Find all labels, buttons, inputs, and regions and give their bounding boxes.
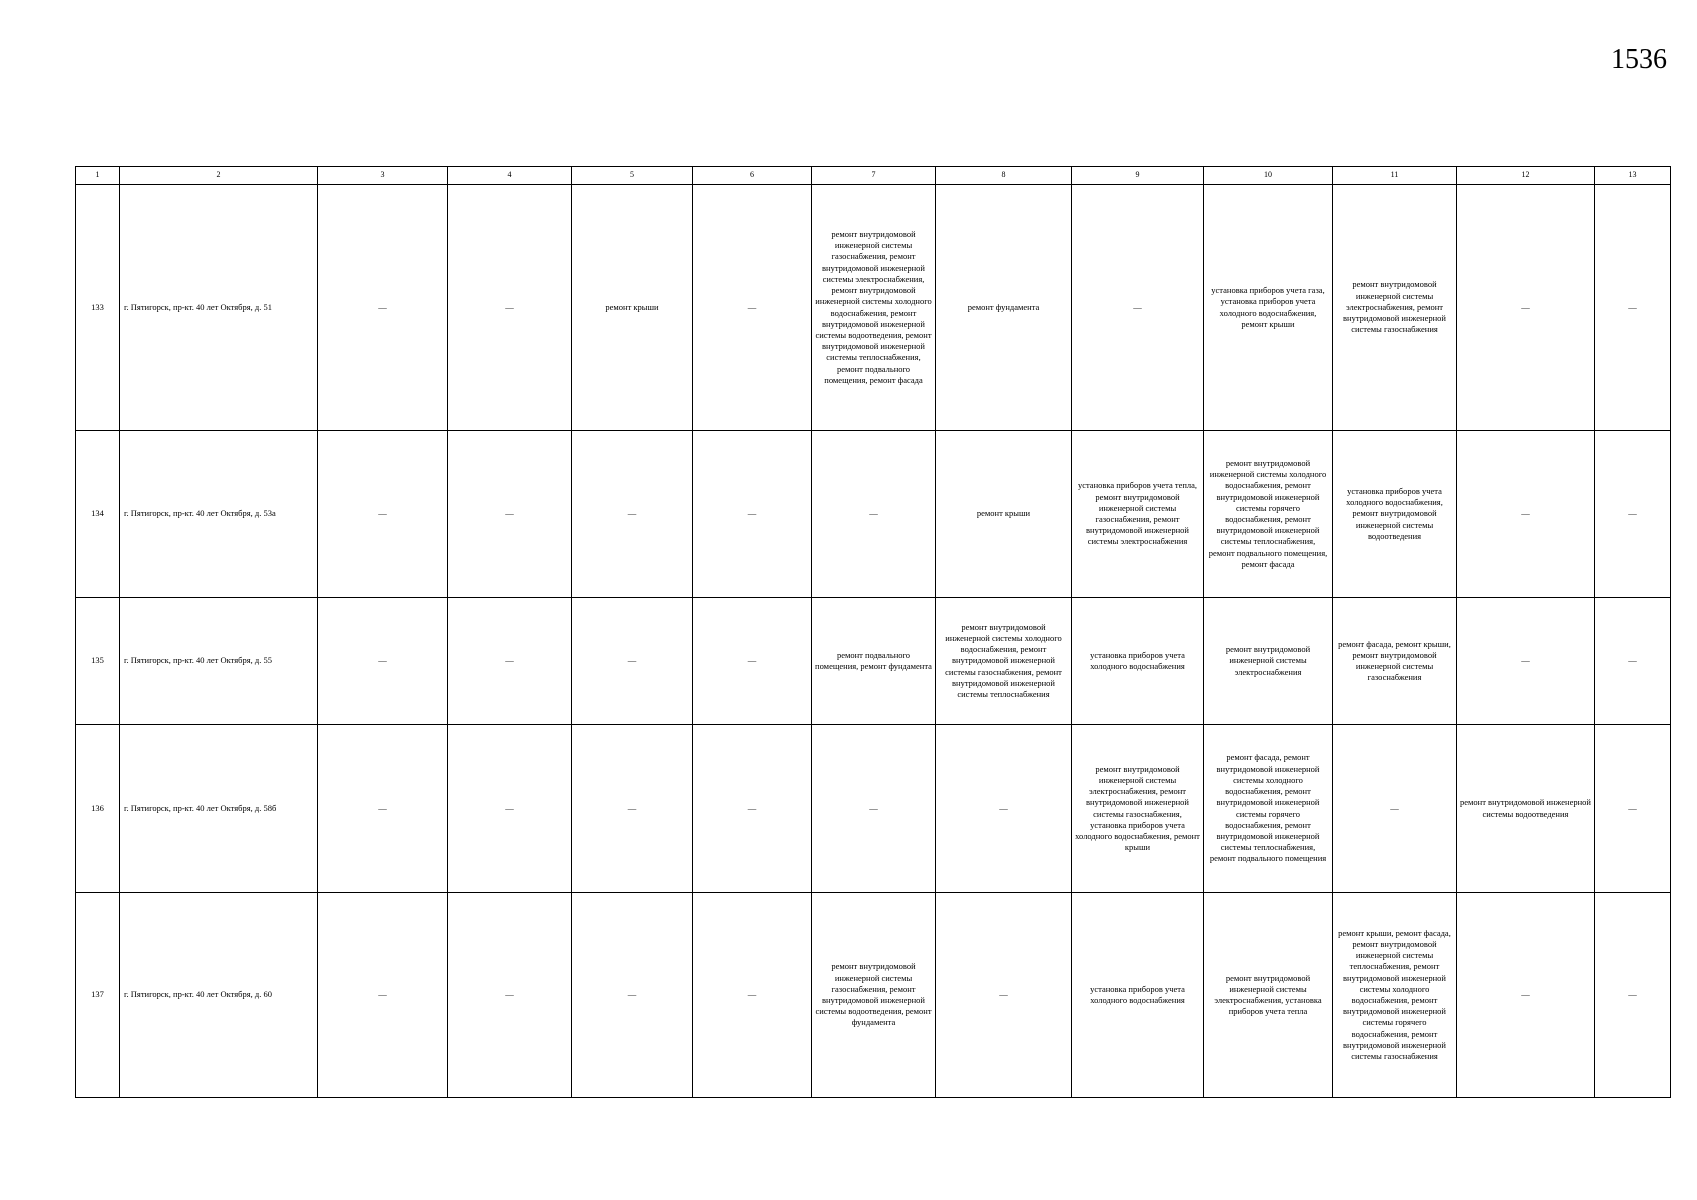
table-cell: — bbox=[572, 598, 693, 725]
table-cell: — bbox=[1595, 185, 1671, 431]
table-cell: — bbox=[1457, 185, 1595, 431]
table-cell: ремонт внутридомовой инженерной системы газоснабжения, ремонт внутридомовой инженерной системы водоотведения, ремонт фундамента bbox=[812, 893, 936, 1098]
column-number: 8 bbox=[936, 167, 1072, 185]
table-row bbox=[76, 431, 1671, 598]
table-cell: — bbox=[572, 431, 693, 598]
address-cell: г. Пятигорск, пр-кт. 40 лет Октября, д. 55 bbox=[120, 598, 318, 725]
table-row bbox=[76, 725, 1671, 893]
address-cell: г. Пятигорск, пр-кт. 40 лет Октября, д. 58б bbox=[120, 725, 318, 893]
table-row bbox=[76, 598, 1671, 725]
table-cell: — bbox=[1457, 893, 1595, 1098]
table-cell: ремонт внутридомовой инженерной системы водоотведения bbox=[1457, 725, 1595, 893]
table-cell: ремонт крыши bbox=[572, 185, 693, 431]
table-cell: установка приборов учета холодного водоснабжения, ремонт внутридомовой инженерной системы водоотведения bbox=[1333, 431, 1457, 598]
table-cell: — bbox=[693, 725, 812, 893]
table-cell: ремонт внутридомовой инженерной системы электроснабжения bbox=[1204, 598, 1333, 725]
table-row bbox=[76, 893, 1671, 1098]
table-cell: — bbox=[318, 893, 448, 1098]
table-cell: — bbox=[318, 725, 448, 893]
table-cell: — bbox=[448, 185, 572, 431]
table-cell: — bbox=[1457, 598, 1595, 725]
column-number: 9 bbox=[1072, 167, 1204, 185]
table-cell: ремонт внутридомовой инженерной системы электроснабжения, ремонт внутридомовой инженерной системы газоснабжения bbox=[1333, 185, 1457, 431]
table-cell: — bbox=[1333, 725, 1457, 893]
column-number: 1 bbox=[76, 167, 120, 185]
table-cell: установка приборов учета холодного водоснабжения bbox=[1072, 598, 1204, 725]
table-cell: — bbox=[572, 725, 693, 893]
table-cell: — bbox=[318, 431, 448, 598]
table-cell: — bbox=[1072, 185, 1204, 431]
table-cell: — bbox=[693, 893, 812, 1098]
row-number: 133 bbox=[76, 185, 120, 431]
column-number: 7 bbox=[812, 167, 936, 185]
address-cell: г. Пятигорск, пр-кт. 40 лет Октября, д. 60 bbox=[120, 893, 318, 1098]
column-number-row bbox=[76, 167, 1671, 185]
table-cell: — bbox=[448, 893, 572, 1098]
table-cell: — bbox=[318, 185, 448, 431]
table-cell: — bbox=[572, 893, 693, 1098]
table-row bbox=[76, 185, 1671, 431]
table-cell: установка приборов учета холодного водоснабжения bbox=[1072, 893, 1204, 1098]
repair-schedule-table bbox=[75, 166, 1671, 1098]
table-cell: ремонт внутридомовой инженерной системы холодного водоснабжения, ремонт внутридомовой инженерной системы горячего водоснабжения, ремонт внутридомовой инженерной системы теплоснабжения, ремонт подвального помещения, ремонт фасада bbox=[1204, 431, 1333, 598]
table-cell: — bbox=[1595, 893, 1671, 1098]
column-number: 6 bbox=[693, 167, 812, 185]
table-cell: — bbox=[1595, 431, 1671, 598]
row-number: 137 bbox=[76, 893, 120, 1098]
table-cell: — bbox=[693, 431, 812, 598]
table-cell: — bbox=[693, 598, 812, 725]
column-number: 4 bbox=[448, 167, 572, 185]
table-cell: — bbox=[448, 598, 572, 725]
page-number: 1536 bbox=[1611, 44, 1667, 75]
row-number: 135 bbox=[76, 598, 120, 725]
table-cell: ремонт крыши, ремонт фасада, ремонт внутридомовой инженерной системы теплоснабжения, ремонт внутридомовой инженерной системы холодного водоснабжения, ремонт внутридомовой инженерной системы горячего водоснабжения, ремонт внутридомовой инженерной системы газоснабжения bbox=[1333, 893, 1457, 1098]
column-number: 3 bbox=[318, 167, 448, 185]
address-cell: г. Пятигорск, пр-кт. 40 лет Октября, д. 53а bbox=[120, 431, 318, 598]
table-cell: ремонт крыши bbox=[936, 431, 1072, 598]
table-cell: — bbox=[1457, 431, 1595, 598]
table-cell: установка приборов учета газа, установка приборов учета холодного водоснабжения, ремонт крыши bbox=[1204, 185, 1333, 431]
table-cell: установка приборов учета тепла, ремонт внутридомовой инженерной системы газоснабжения, ремонт внутридомовой инженерной системы электроснабжения bbox=[1072, 431, 1204, 598]
table-cell: ремонт фундамента bbox=[936, 185, 1072, 431]
table-cell: ремонт внутридомовой инженерной системы газоснабжения, ремонт внутридомовой инженерной системы электроснабжения, ремонт внутридомовой инженерной системы холодного водоснабжения, ремонт внутридомовой инженерной системы водоотведения, ремонт внутридомовой инженерной системы теплоснабжения, ремонт подвального помещения, ремонт фасада bbox=[812, 185, 936, 431]
column-number: 10 bbox=[1204, 167, 1333, 185]
column-number: 2 bbox=[120, 167, 318, 185]
row-number: 136 bbox=[76, 725, 120, 893]
table-cell: — bbox=[1595, 598, 1671, 725]
table-cell: — bbox=[936, 725, 1072, 893]
table-cell: — bbox=[693, 185, 812, 431]
table-cell: — bbox=[318, 598, 448, 725]
column-number: 5 bbox=[572, 167, 693, 185]
table-cell: — bbox=[448, 431, 572, 598]
column-number: 11 bbox=[1333, 167, 1457, 185]
table-cell: — bbox=[812, 431, 936, 598]
row-number: 134 bbox=[76, 431, 120, 598]
table-cell: ремонт фасада, ремонт внутридомовой инженерной системы холодного водоснабжения, ремонт внутридомовой инженерной системы горячего водоснабжения, ремонт внутридомовой инженерной системы теплоснабжения, ремонт подвального помещения bbox=[1204, 725, 1333, 893]
column-number: 13 bbox=[1595, 167, 1671, 185]
table-cell: — bbox=[1595, 725, 1671, 893]
table-cell: — bbox=[936, 893, 1072, 1098]
table-cell: ремонт внутридомовой инженерной системы электроснабжения, установка приборов учета тепла bbox=[1204, 893, 1333, 1098]
table-cell: — bbox=[448, 725, 572, 893]
table-cell: — bbox=[812, 725, 936, 893]
table-cell: ремонт внутридомовой инженерной системы холодного водоснабжения, ремонт внутридомовой инженерной системы газоснабжения, ремонт внутридомовой инженерной системы теплоснабжения bbox=[936, 598, 1072, 725]
table-cell: ремонт фасада, ремонт крыши, ремонт внутридомовой инженерной системы газоснабжения bbox=[1333, 598, 1457, 725]
column-number: 12 bbox=[1457, 167, 1595, 185]
table-cell: ремонт подвального помещения, ремонт фундамента bbox=[812, 598, 936, 725]
table-cell: ремонт внутридомовой инженерной системы электроснабжения, ремонт внутридомовой инженерной системы газоснабжения, установка приборов учета холодного водоснабжения, ремонт крыши bbox=[1072, 725, 1204, 893]
address-cell: г. Пятигорск, пр-кт. 40 лет Октября, д. 51 bbox=[120, 185, 318, 431]
